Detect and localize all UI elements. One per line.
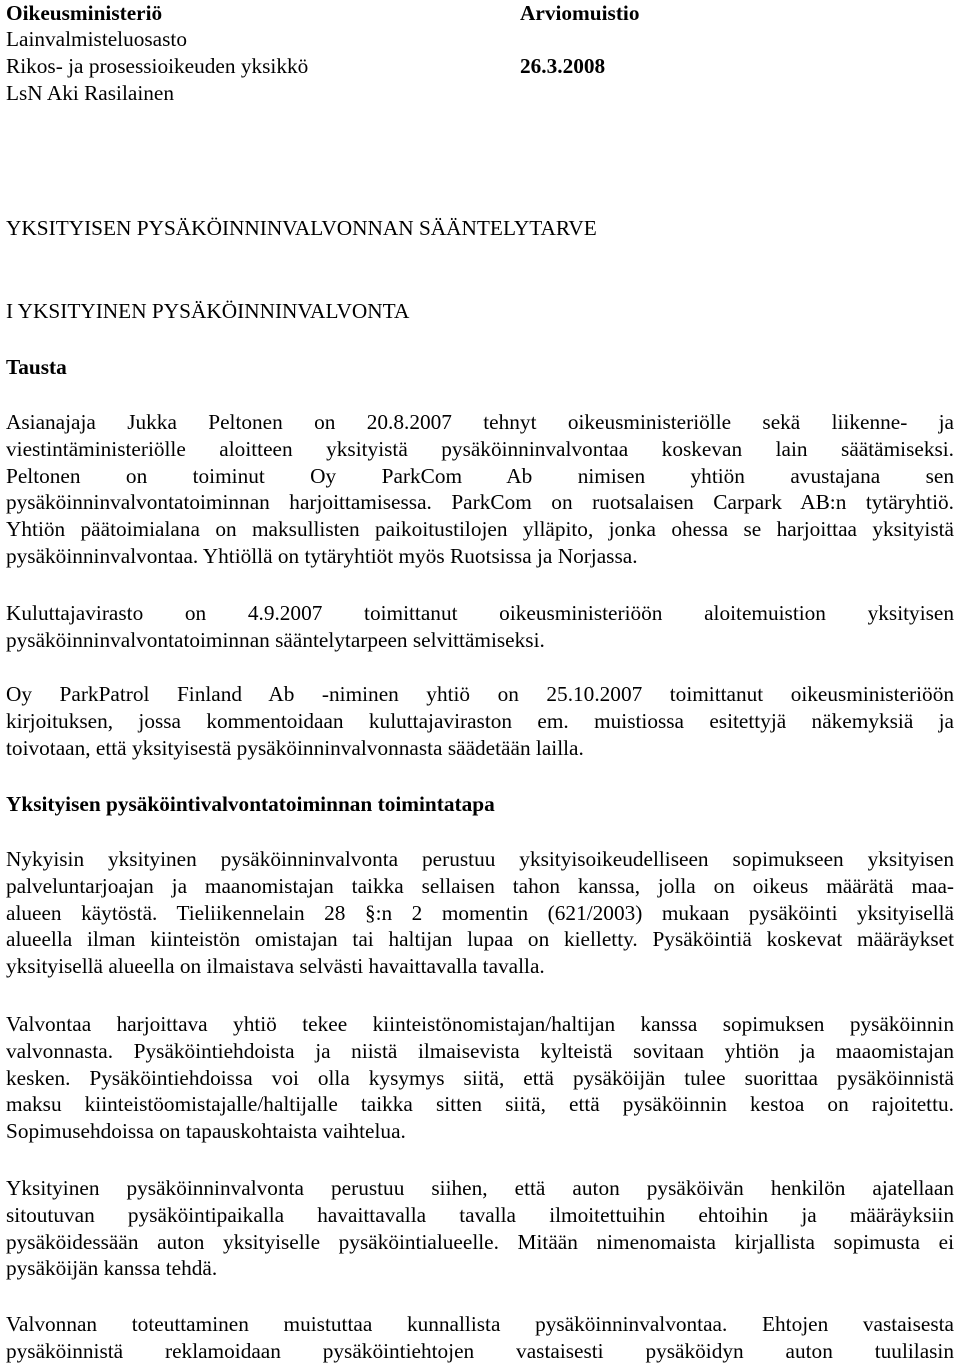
paragraph-background xyxy=(6,409,954,570)
text-line: alueen käytöstä. Tieliikennelain 28 §:n 2 momentin (621/2003) mukaan pysäköinti yksityisellä xyxy=(6,900,954,925)
text-line: Kuluttajavirasto on 4.9.2007 toimittanut oikeusministeriöön aloitemuistion yksityisen xyxy=(6,601,954,625)
text-line: palveluntarjoajan ja maanomistajan taikka sellaisen tahon kanssa, jolla on oikeus määrätä maa- xyxy=(6,873,954,898)
unit-name: Rikos- ja prosessioikeuden yksikkö xyxy=(6,54,309,78)
text-line: pysäköijän kanssa tehdä. xyxy=(6,1256,218,1281)
text-line: kirjoituksen, jossa kommentoidaan kuluttajaviraston em. muistiossa esitettyjä näkemyksiä ja xyxy=(6,708,954,733)
document-type: Arviomuistio xyxy=(520,1,640,25)
text-line: Oy ParkPatrol Finland Ab -niminen yhtiö on 25.10.2007 toimittanut oikeusministeriöön xyxy=(6,682,954,706)
paragraph-parkpatrol xyxy=(6,681,954,761)
department-name: Lainvalmisteluosasto xyxy=(6,27,187,51)
ministry-name: Oikeusministeriö xyxy=(6,1,163,25)
text-line: yksityisellä alueella on ilmaistava selvästi havaittavalla tavalla. xyxy=(6,954,545,979)
document-date: 26.3.2008 xyxy=(520,54,606,78)
paragraph-consumer-agency xyxy=(6,600,954,654)
text-line: sitoutuvan pysäköintipaikalla havaittavalla tavalla ilmoitettuihin ehtoihin ja määräyksiin xyxy=(6,1202,954,1227)
text-line: kesken. Pysäköintiehdoissa voi olla kysymys siitä, että pysäköijän tulee suorittaa pysäköinnistä xyxy=(6,1065,954,1090)
text-line: Yhtiön päätoimialana on maksullisten paikoitustilojen ylläpito, jonka ohessa se harjoittaa yksityistä xyxy=(6,517,954,542)
text-line: valvonnasta. Pysäköintiehdoista ja niistä ilmaisevista kylteistä sovitaan yhtiön ja maaomistajan xyxy=(6,1038,954,1063)
text-line: toivotaan, että yksityisestä pysäköinninvalvonnasta säädetään lailla. xyxy=(6,735,584,760)
text-line: pysäköidessään auton yksityiselle pysäköintialueelle. Mitään nimenomaista kirjallista sopimusta ei xyxy=(6,1229,954,1254)
text-line: Peltonen on toiminut Oy ParkCom Ab nimisen yhtiön avustajana sen xyxy=(6,463,954,488)
author-name: LsN Aki Rasilainen xyxy=(6,81,174,105)
text-line: pysäköinninvalvontatoiminnan sääntelytarpeen selvittämiseksi. xyxy=(6,627,545,652)
subsection-title: Tausta xyxy=(6,355,67,379)
text-line: Valvontaa harjoittava yhtiö tekee kiinteistönomistajan/haltijan kanssa sopimuksen pysäköinnin xyxy=(6,1012,954,1036)
paragraph-contract xyxy=(6,1011,954,1145)
text-line: maksu kiinteistöomistajalle/haltijalle taikka sitten siitä, että pysäköinnin kestoa on rajoitettu. xyxy=(6,1092,954,1117)
paragraph-enforcement xyxy=(6,1311,954,1365)
main-title: YKSITYISEN PYSÄKÖINNINVALVONNAN SÄÄNTELYTARVE xyxy=(6,216,597,240)
text-line: Nykyisin yksityinen pysäköinninvalvonta perustuu yksityisoikeudelliseen sopimukseen yksityisen xyxy=(6,847,954,871)
paragraph-current-practice xyxy=(6,846,954,980)
text-line: Sopimusehdoissa on tapauskohtaista vaihtelua. xyxy=(6,1119,406,1144)
text-line: pysäköinnistä reklamoidaan pysäköintiehtojen vastaisesti pysäköidyn auton tuulilasin xyxy=(6,1338,954,1363)
text-line: viestintäministeriölle aloitteen yksityistä pysäköinninvalvontaa koskevan lain säätämiseksi. xyxy=(6,436,954,461)
section-heading-operating-method: Yksityisen pysäköintivalvontatoiminnan toimintatapa xyxy=(6,792,495,816)
text-line: Asianajaja Jukka Peltonen on 20.8.2007 tehnyt oikeusministeriölle sekä liikenne- ja xyxy=(6,410,954,434)
text-line: Yksityinen pysäköinninvalvonta perustuu siihen, että auton pysäköivän henkilön ajatellaan xyxy=(6,1176,954,1200)
section-title: I YKSITYINEN PYSÄKÖINNINVALVONTA xyxy=(6,299,410,323)
text-line: Valvonnan toteuttaminen muistuttaa kunnallista pysäköinninvalvontaa. Ehtojen vastaisesta xyxy=(6,1312,954,1336)
paragraph-commitment xyxy=(6,1175,954,1282)
text-line: pysäköinninvalvontatoiminnan harjoittamisessa. ParkCom on ruotsalaisen Carpark AB:n tytäryhtiö. xyxy=(6,490,954,515)
text-line: alueella ilman kiinteistön omistajan tai haltijan lupaa on kielletty. Pysäköintiä koskevat määräykset xyxy=(6,927,954,952)
text-line: pysäköinninvalvontaa. Yhtiöllä on tytäryhtiöt myös Ruotsissa ja Norjassa. xyxy=(6,543,638,568)
